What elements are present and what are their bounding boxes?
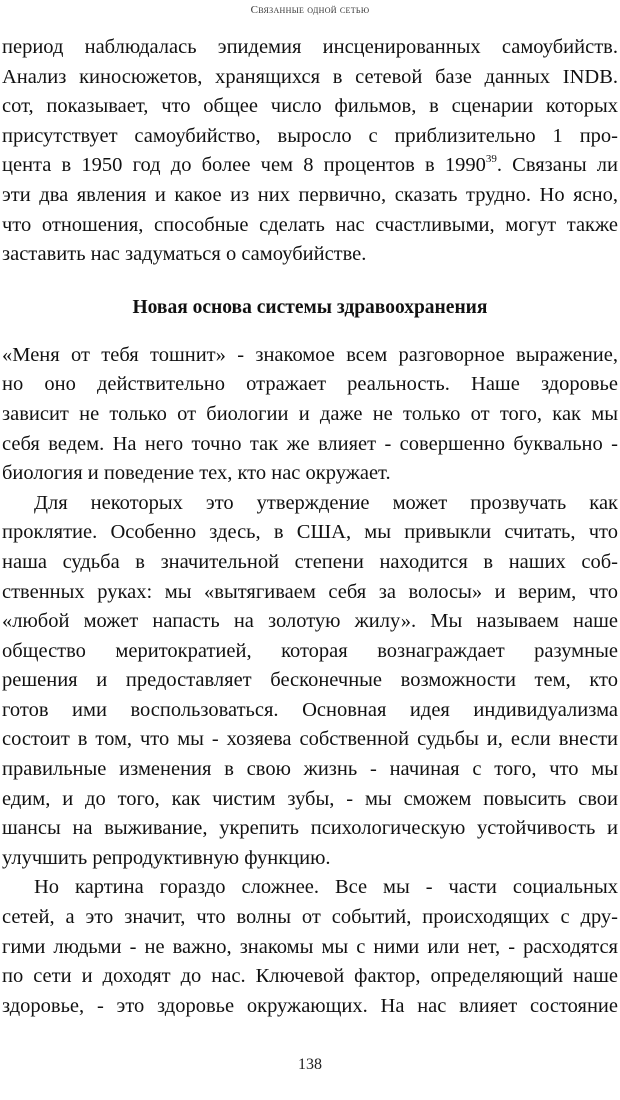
text-line: общество меритократией, которая вознаграждает разумные — [2, 639, 618, 662]
paragraph — [2, 489, 618, 874]
text-line: сот, показывает, что общее число фильмов, в сценарии которых — [2, 95, 618, 118]
text-line-part: . Связаны ли — [496, 154, 618, 177]
text-line: здоровье, - это здоровье окружающих. На нас влияет состояние — [2, 994, 618, 1017]
text-line-with-footnote — [2, 151, 618, 181]
text-line: что отношения, способные сделать нас счастливыми, могут также — [2, 213, 618, 236]
paragraph — [2, 341, 618, 489]
text-line: по сети и доходят до нас. Ключевой фактор, определяющий наше — [2, 965, 618, 988]
page-body — [2, 33, 618, 1021]
text-line: биология и поведение тех, кто нас окружает. — [2, 462, 391, 485]
page-number: 138 — [298, 1056, 322, 1073]
text-line: готов ими воспользоваться. Основная идея индивидуализма — [2, 698, 618, 721]
text-line: Но картина гораздо сложнее. Все мы - части социальных — [34, 876, 618, 899]
text-line: наша судьба в значительной степени находится в наших соб- — [2, 550, 618, 573]
text-line: едим, и до того, как чистим зубы, - мы сможем повысить свои — [2, 787, 618, 810]
text-line: заставить нас задуматься о самоубийстве. — [2, 243, 367, 266]
running-header: Связанные одной сетью — [250, 4, 370, 16]
text-line: решения и предоставляет бесконечные возможности тем, кто — [2, 669, 618, 692]
text-line: эти два явления и какое из них первично, сказать трудно. Но ясно, — [2, 183, 618, 206]
paragraph — [2, 873, 618, 1021]
text-line: но оно действительно отражает реальность. Наше здоровье — [2, 373, 618, 396]
text-line: шансы на выживание, укрепить психологическую устойчивость и — [2, 817, 618, 840]
text-line: правильные изменения в свою жизнь - начиная с того, что мы — [2, 758, 618, 781]
text-line: зависит не только от биологии и даже не только от того, как мы — [2, 402, 618, 425]
text-line: гими людьми - не важно, знакомы мы с ними или нет, - расходятся — [2, 935, 618, 958]
text-line: период наблюдалась эпидемия инсценированных самоубийств. — [2, 36, 618, 58]
text-line-part: цента в 1950 год до более чем 8 процентов в 1990 — [2, 154, 486, 177]
text-line: Анализ киносюжетов, хранящихся в сетевой базе данных INDB. — [2, 65, 618, 88]
text-line: «Меня от тебя тошнит» - знакомое всем разговорное выражение, — [2, 343, 618, 366]
paragraph — [2, 33, 618, 270]
text-line: «любой может напасть на золотую жилу». Мы называем наше — [2, 610, 618, 633]
text-line: себя ведем. На него точно так же влияет - совершенно буквально - — [2, 432, 618, 455]
section-heading: Новая основа системы здравоохранения — [132, 296, 488, 318]
text-line: проклятие. Особенно здесь, в США, мы привыкли считать, что — [2, 521, 618, 544]
text-line: Для некоторых это утверждение может прозвучать как — [34, 491, 618, 514]
text-line: сетей, а это значит, что волны от событий, происходящих с дру- — [2, 906, 618, 929]
text-line: ственных руках: мы «вытягиваем себя за волосы» и верим, что — [2, 580, 618, 603]
text-line: улучшить репродуктивную функцию. — [2, 846, 331, 869]
text-line: состоит в том, что мы - хозяева собственной судьбы и, если внести — [2, 728, 618, 751]
footnote-reference[interactable]: 39 — [485, 153, 497, 166]
text-line: присутствует самоубийство, выросло с приблизительно 1 про- — [2, 124, 618, 147]
